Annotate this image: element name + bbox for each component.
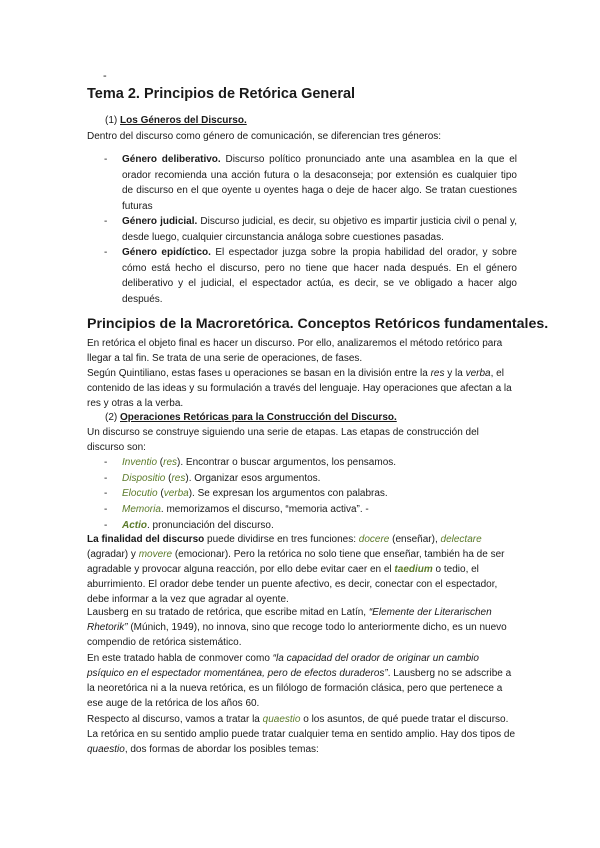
genre-term: Género deliberativo. — [122, 154, 221, 165]
section2 — [87, 410, 517, 455]
operation-term: Memoria — [122, 504, 161, 516]
genre-text: Discurso político pronunciado ante una asamblea en la que el orador recomienda una acción futura o la desaconseja; por extensión es cualquier tipo de discurso en el que oyente u oyentes haga o deje de hacer algo. Se tratan cuestiones futuras — [122, 154, 517, 212]
section2-heading — [87, 410, 517, 425]
top-mark: - — [103, 70, 107, 82]
operations-list — [87, 455, 517, 534]
section2-number: (2) — [105, 412, 118, 423]
list-item: - Inventio (res). Encontrar o buscar argumentos, los pensamos. — [104, 457, 397, 468]
operation-term: Actio — [122, 519, 147, 531]
genres-list — [87, 152, 517, 307]
macro-body — [87, 336, 517, 411]
genres-list-block — [87, 152, 517, 307]
operation-term: Dispositio — [122, 472, 166, 484]
lausberg-paragraph: Lausberg en su tratado de retórica, que escribe mitad en Latín, “Elemente der Literarischen Rhetorik” (Múnich, 1949), no innova, sino que recoge todo lo anteriormente dicho, es un nuevo compendio de retórica sistemático. — [87, 607, 507, 648]
operation-term: Elocutio — [122, 488, 158, 500]
section2-title: Operaciones Retóricas para la Construcción del Discurso. — [120, 412, 397, 423]
conmover-paragraph: En este tratado habla de conmover como “la capacidad del orador de originar un cambio psíquico en el espectador momentánea, pero de efectos duraderos”. Lausberg no se adscribe a la neoretórica ni a la nueva retórica, es un filólogo de formación clásica, pero que pertenece a ese auge de la retórica de los años 60. — [87, 653, 512, 709]
finalidad-paragraph: La finalidad del discurso puede dividirse en tres funciones: docere (enseñar), delectare (agradar) y movere (emocionar). Pero la retórica no solo tiene que enseñar, también ha de ser agradable y provocar alguna reacción, por ello debe evitar caer en el taedium o tedio, el aburrimiento. El orador debe tender un puente afectivo, es decir, conectar con el espectador, debe informar a la vez que agradar al oyente. — [87, 534, 505, 605]
section1-title: Los Géneros del Discurso. — [120, 115, 247, 126]
section1 — [87, 113, 517, 144]
list-item: - Elocutio (verba). Se expresan los argumentos con palabras. — [104, 488, 388, 500]
list-item: - Género epidíctico. El espectador juzga sobre la propia habilidad del orador, y sobre cómo está hecho el discurso, pero no tiene que hacer nada después. En el género deliberativo y el judicial, el espectador actúa, es decir, se ve obligado a hacer algo después. — [104, 247, 517, 305]
section2-intro: Un discurso se construye siguiendo una serie de etapas. Las etapas de construcción del discurso son: — [87, 427, 479, 453]
genre-term: Género judicial. — [122, 216, 198, 227]
list-item: - Género deliberativo. Discurso político pronunciado ante una asamblea en la que el orador recomienda una acción futura o la desaconseja; por extensión es cualquier tipo de discurso en el que oyente u oyentes haga o deje de hacer algo. Se tratan cuestiones futuras — [104, 154, 517, 212]
operation-term: Inventio — [122, 457, 158, 468]
genre-text: El espectador juzga sobre la propia habilidad del orador, y sobre cómo está hecho el discurso, pero no tiene que hacer nada después. En el género deliberativo y el judicial, el espectador actúa, es decir, se ve obligado a hacer algo después. — [122, 247, 517, 305]
list-item: - Dispositio (res). Organizar esos argumentos. — [104, 472, 321, 484]
section1-number: (1) — [105, 115, 118, 126]
list-item: - Actio. pronunciación del discurso. — [104, 519, 274, 531]
genre-term: Género epidíctico. — [122, 247, 211, 258]
genre-text: Discurso judicial, es decir, su objetivo es impartir justicia civil o penal y, desde luego, cualquier circunstancia análoga sobre cuestiones pasadas. — [122, 216, 517, 243]
operations-list-block — [87, 455, 517, 534]
list-item: - Memoria. memorizamos el discurso, “memoria activa”. - — [104, 504, 369, 516]
macro-section — [87, 316, 549, 333]
section1-intro: Dentro del discurso como género de comunicación, se diferencian tres géneros: — [87, 130, 442, 142]
page-title: Tema 2. Principios de Retórica General — [87, 86, 356, 102]
macro-paragraph-1: En retórica el objeto final es hacer un discurso. Por ello, analizaremos el método retórico para llegar a tal fin. Se trata de una serie de operaciones, de fases. — [87, 338, 503, 364]
section1-heading — [87, 113, 517, 129]
list-item: - Género judicial. Discurso judicial, es decir, su objetivo es impartir justicia civil o penal y, desde luego, cualquier circunstancia análoga sobre cuestiones pasadas. — [104, 216, 517, 243]
macro-heading: Principios de la Macroretórica. Conceptos Retóricos fundamentales. — [87, 316, 549, 332]
macro-paragraph-2: Según Quintiliano, estas fases u operaciones se basan en la división entre la res y la verba, el contenido de las ideas y su formulación a través del lenguaje. Hay operaciones que afectan a la res y otras a la verba. — [87, 368, 512, 409]
quaestio-paragraph: Respecto al discurso, vamos a tratar la quaestio o los asuntos, de qué puede tratar el discurso. La retórica en su sentido amplio puede tratar cualquier tema en sentido amplio. Hay dos tipos de quaestio, dos formas de abordar los posibles temas: — [87, 714, 516, 755]
